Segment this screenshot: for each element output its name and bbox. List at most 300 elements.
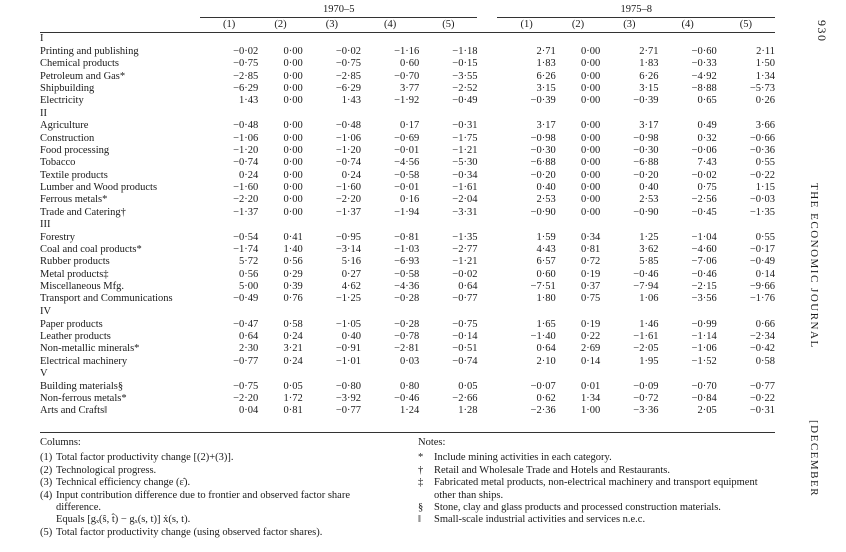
note-mark: (4) xyxy=(40,489,53,501)
section-label: V xyxy=(40,368,48,380)
value-cell: 0·00 xyxy=(580,95,601,107)
value-cell: 0·39 xyxy=(283,281,303,293)
value-cell: 0·81 xyxy=(283,405,303,417)
value-cell: −1·35 xyxy=(452,231,478,243)
value-cell: 0·55 xyxy=(755,231,775,243)
value-cell: −0·74 xyxy=(335,157,361,169)
value-cell: 0·56 xyxy=(238,268,259,280)
col-num: (5) xyxy=(739,18,752,30)
productivity-table xyxy=(40,4,775,418)
table-row xyxy=(40,46,775,58)
value-cell: 1·46 xyxy=(639,318,659,330)
value-cell: −0·34 xyxy=(452,169,478,181)
industry-name: Arts and Crafts‖ xyxy=(40,405,108,417)
value-cell: −7·51 xyxy=(530,281,556,293)
value-cell: 6·57 xyxy=(536,256,556,268)
value-cell: −0·90 xyxy=(633,206,659,218)
value-cell: 3·15 xyxy=(639,82,659,94)
value-cell: 0·40 xyxy=(639,181,659,193)
col-num: (5) xyxy=(442,18,455,30)
value-cell: −3·55 xyxy=(452,70,478,82)
table-row xyxy=(40,405,775,417)
column-number-row xyxy=(40,18,775,33)
value-cell: −0·77 xyxy=(749,380,775,392)
note-mark: (1) xyxy=(40,452,53,464)
col-num: (1) xyxy=(222,18,236,30)
section-label: I xyxy=(40,33,44,45)
value-cell: −0·17 xyxy=(749,244,775,256)
table-row xyxy=(40,145,775,157)
value-cell: 0·60 xyxy=(399,58,420,70)
period-gap xyxy=(477,331,497,343)
value-cell: −2·04 xyxy=(452,194,478,206)
table-row xyxy=(40,95,775,107)
value-cell: −0·06 xyxy=(691,145,717,157)
value-cell: 5·16 xyxy=(341,256,361,268)
period-gap xyxy=(477,293,497,305)
value-cell: −0·22 xyxy=(749,169,775,181)
table-row xyxy=(40,269,775,281)
value-cell: −0·49 xyxy=(233,293,259,305)
industry-name: Electrical machinery xyxy=(40,355,128,367)
value-cell: 0·19 xyxy=(580,318,601,330)
value-cell: 2·30 xyxy=(238,343,259,355)
value-cell: −0·78 xyxy=(394,330,420,342)
value-cell: −1·61 xyxy=(452,181,478,193)
footnote-item xyxy=(418,465,778,477)
value-cell: −0·30 xyxy=(530,145,556,157)
value-cell: −1·01 xyxy=(335,355,361,367)
value-cell: −2·52 xyxy=(452,82,478,94)
value-cell: −1·06 xyxy=(691,343,717,355)
value-cell: −2·15 xyxy=(691,281,717,293)
value-cell: −2·20 xyxy=(233,194,259,206)
value-cell: 0·00 xyxy=(283,194,303,206)
industry-name: Forestry xyxy=(40,231,75,243)
value-cell: −0·98 xyxy=(530,132,556,144)
value-cell: −1·37 xyxy=(233,206,259,218)
value-cell: 0·55 xyxy=(755,157,775,169)
value-cell: 5·72 xyxy=(238,256,259,268)
value-cell: −0·07 xyxy=(530,380,556,392)
value-cell: −0·77 xyxy=(452,293,478,305)
value-cell: 1·40 xyxy=(283,244,303,256)
col-num: (3) xyxy=(325,18,338,30)
value-cell: −0·99 xyxy=(691,318,717,330)
value-cell: −0·81 xyxy=(394,231,420,243)
value-cell: 0·75 xyxy=(697,181,717,193)
period-gap xyxy=(477,133,497,145)
value-cell: 0·00 xyxy=(580,58,601,70)
value-cell: −1·52 xyxy=(691,355,717,367)
value-cell: 0·72 xyxy=(580,256,601,268)
value-cell: 1·83 xyxy=(536,58,556,70)
columns-heading: Columns: xyxy=(40,437,81,448)
note-text: Total factor productivity change [(2)+(3)]. xyxy=(56,452,234,464)
value-cell: 2·05 xyxy=(697,405,717,417)
value-cell: 6·26 xyxy=(536,70,556,82)
value-cell: 0·00 xyxy=(580,169,601,181)
period-gap xyxy=(477,83,497,95)
value-cell: 0·66 xyxy=(755,318,775,330)
industry-name: Printing and publishing xyxy=(40,46,139,57)
value-cell: −1·06 xyxy=(233,132,259,144)
note-text: Input contribution difference due to frontier and observed factor share xyxy=(56,489,350,501)
footnote-item xyxy=(418,514,778,526)
note-text: Technical efficiency change (ε̇). xyxy=(56,477,191,489)
value-cell: 1·24 xyxy=(399,405,420,417)
period-gap xyxy=(477,145,497,157)
value-cell: 0·24 xyxy=(341,169,361,181)
footnote-item xyxy=(418,477,778,502)
value-cell: −0·58 xyxy=(394,169,420,181)
value-cell: 0·27 xyxy=(341,268,361,280)
industry-name: Agriculture xyxy=(40,120,89,132)
value-cell: 0·64 xyxy=(238,330,259,342)
value-cell: −3·56 xyxy=(691,293,717,305)
value-cell: 0·00 xyxy=(580,70,601,82)
value-cell: 1·43 xyxy=(238,95,259,107)
value-cell: −1·14 xyxy=(691,330,717,342)
section-label: II xyxy=(40,107,47,119)
note-mark: (2) xyxy=(40,464,53,476)
value-cell: 0·00 xyxy=(283,95,303,107)
value-cell: −0·74 xyxy=(452,355,478,367)
value-cell: −0·45 xyxy=(691,206,717,218)
value-cell: −0·70 xyxy=(394,70,420,82)
value-cell: 2·11 xyxy=(756,46,775,57)
period-gap xyxy=(477,343,497,355)
industry-name: Rubber products xyxy=(40,256,110,268)
value-cell: 3·17 xyxy=(639,120,659,132)
period-gap xyxy=(477,46,497,58)
value-cell: −6·88 xyxy=(530,157,556,169)
value-cell: −4·60 xyxy=(691,244,717,256)
note-mark: (3) xyxy=(40,477,53,489)
value-cell: −0·75 xyxy=(233,58,259,70)
value-cell: −9·66 xyxy=(749,281,775,293)
value-cell: −0·60 xyxy=(691,46,717,57)
column-note-item xyxy=(40,477,410,489)
page-number: 930 xyxy=(815,20,829,43)
value-cell: −0·01 xyxy=(394,145,420,157)
value-cell: −7·94 xyxy=(633,281,659,293)
value-cell: 1·80 xyxy=(536,293,556,305)
footnotes xyxy=(418,437,778,527)
value-cell: 4·43 xyxy=(536,244,556,256)
column-note-item xyxy=(40,490,410,502)
value-cell: −2·36 xyxy=(530,405,556,417)
section-row xyxy=(40,107,775,120)
value-cell: −1·21 xyxy=(452,145,478,157)
value-cell: 0·00 xyxy=(580,194,601,206)
value-cell: 4·62 xyxy=(341,281,361,293)
note-text: Technological progress. xyxy=(56,464,157,476)
value-cell: −0·14 xyxy=(452,330,478,342)
value-cell: −2·05 xyxy=(633,343,659,355)
value-cell: 1·15 xyxy=(755,181,775,193)
period-gap xyxy=(477,405,497,417)
value-cell: −0·70 xyxy=(691,380,717,392)
industry-name: Non-ferrous metals* xyxy=(40,393,127,405)
running-month: [DECEMBER xyxy=(808,420,820,498)
industry-name: Shipbuilding xyxy=(40,82,95,94)
value-cell: −1·92 xyxy=(394,95,420,107)
table-row xyxy=(40,170,775,182)
period-gap xyxy=(477,194,497,206)
value-cell: −1·60 xyxy=(335,181,361,193)
period-gap xyxy=(477,319,497,331)
industry-name: Miscellaneous Mfg. xyxy=(40,281,124,293)
value-cell: 3·66 xyxy=(755,120,775,132)
col-num: (3) xyxy=(623,18,636,30)
value-cell: −2·66 xyxy=(452,393,478,405)
value-cell: −7·06 xyxy=(691,256,717,268)
value-cell: −3·36 xyxy=(633,405,659,417)
value-cell: 0·76 xyxy=(283,293,303,305)
value-cell: −0·15 xyxy=(452,58,478,70)
value-cell: 0·03 xyxy=(399,355,420,367)
note-mark: (5) xyxy=(40,526,53,538)
value-cell: 0·29 xyxy=(283,268,303,280)
value-cell: −0·02 xyxy=(691,169,717,181)
period-gap xyxy=(477,381,497,393)
value-cell: 0·64 xyxy=(536,343,556,355)
value-cell: 0·00 xyxy=(283,145,303,157)
value-cell: −0·02 xyxy=(233,46,259,57)
value-cell: −0·54 xyxy=(233,231,259,243)
value-cell: 1·59 xyxy=(536,231,556,243)
value-cell: −0·36 xyxy=(749,145,775,157)
period-gap xyxy=(477,393,497,405)
value-cell: −0·20 xyxy=(633,169,659,181)
value-cell: 0·75 xyxy=(580,293,601,305)
value-cell: 3·17 xyxy=(536,120,556,132)
value-cell: 0·60 xyxy=(536,268,556,280)
period-gap xyxy=(477,157,497,169)
value-cell: −0·58 xyxy=(394,268,420,280)
value-cell: −2·85 xyxy=(233,70,259,82)
industry-name: Lumber and Wood products xyxy=(40,181,158,193)
value-cell: −0·48 xyxy=(233,120,259,132)
value-cell: −0·02 xyxy=(335,46,361,57)
period-gap xyxy=(477,269,497,281)
column-note-continuation: difference. xyxy=(56,502,101,514)
value-cell: 0·58 xyxy=(755,355,775,367)
value-cell: −6·93 xyxy=(394,256,420,268)
value-cell: 0·00 xyxy=(283,169,303,181)
footnote-mark: † xyxy=(418,464,424,476)
industry-name: Tobacco xyxy=(40,157,76,169)
value-cell: −3·31 xyxy=(452,206,478,218)
footnote-mark: § xyxy=(418,502,424,514)
footnote-text: Retail and Wholesale Trade and Hotels and Restaurants. xyxy=(434,464,671,476)
value-cell: 1·00 xyxy=(580,405,601,417)
value-cell: 0·22 xyxy=(580,330,601,342)
value-cell: −1·21 xyxy=(452,256,478,268)
section-row xyxy=(40,306,775,319)
value-cell: −2·20 xyxy=(233,393,259,405)
value-cell: −0·98 xyxy=(633,132,659,144)
value-cell: 0·00 xyxy=(580,145,601,157)
value-cell: −1·04 xyxy=(691,231,717,243)
period-gap xyxy=(477,170,497,182)
period-gap xyxy=(477,256,497,268)
value-cell: −1·20 xyxy=(233,145,259,157)
value-cell: −0·46 xyxy=(633,268,659,280)
value-cell: −2·20 xyxy=(335,194,361,206)
industry-name: Electricity xyxy=(40,95,84,107)
value-cell: 3·77 xyxy=(399,82,420,94)
table-row xyxy=(40,343,775,355)
value-cell: 0·37 xyxy=(580,281,601,293)
value-cell: −0·90 xyxy=(530,206,556,218)
footnote-mark: ‡ xyxy=(418,477,424,489)
period-gap xyxy=(477,95,497,107)
value-cell: −5·73 xyxy=(749,82,775,94)
value-cell: −3·92 xyxy=(335,393,361,405)
industry-name: Chemical products xyxy=(40,58,120,70)
table-row xyxy=(40,71,775,83)
value-cell: −2·85 xyxy=(335,70,361,82)
value-cell: −6·29 xyxy=(233,82,259,94)
value-cell: −0·28 xyxy=(394,293,420,305)
value-cell: −1·37 xyxy=(335,206,361,218)
value-cell: 0·00 xyxy=(283,82,303,94)
table-row xyxy=(40,58,775,70)
period-1970-5: 1970–5 xyxy=(200,4,477,18)
value-cell: 0·24 xyxy=(283,330,303,342)
value-cell: 2·71 xyxy=(536,46,556,57)
value-cell: −1·61 xyxy=(633,330,659,342)
value-cell: 3·21 xyxy=(283,343,303,355)
value-cell: 0·65 xyxy=(697,95,717,107)
value-cell: 0·80 xyxy=(399,380,420,392)
value-cell: −0·01 xyxy=(394,181,420,193)
industry-name: Food processing xyxy=(40,145,110,157)
value-cell: 1·06 xyxy=(639,293,659,305)
section-row xyxy=(40,33,775,46)
value-cell: 0·32 xyxy=(697,132,717,144)
value-cell: −0·47 xyxy=(233,318,259,330)
value-cell: 2·71 xyxy=(639,46,659,57)
table-row xyxy=(40,120,775,132)
value-cell: 0·05 xyxy=(283,380,303,392)
value-cell: 0·16 xyxy=(399,194,420,206)
industry-name: Metal products‡ xyxy=(40,268,109,280)
period-gap xyxy=(477,71,497,83)
footnote-mark: ‖ xyxy=(418,514,421,526)
value-cell: −0·77 xyxy=(335,405,361,417)
footnote-item xyxy=(418,452,778,464)
table-row xyxy=(40,232,775,244)
value-cell: −0·49 xyxy=(749,256,775,268)
industry-name: Ferrous metals* xyxy=(40,194,108,206)
value-cell: −1·40 xyxy=(530,330,556,342)
value-cell: −0·51 xyxy=(452,343,478,355)
industry-name: Leather products xyxy=(40,330,111,342)
value-cell: 1·25 xyxy=(639,231,659,243)
value-cell: 0·00 xyxy=(580,82,601,94)
col-num: (4) xyxy=(681,18,694,30)
value-cell: 0·56 xyxy=(283,256,303,268)
value-cell: 3·62 xyxy=(639,244,659,256)
value-cell: −4·92 xyxy=(691,70,717,82)
value-cell: −0·30 xyxy=(633,145,659,157)
col-num: (4) xyxy=(383,18,397,30)
column-note-item xyxy=(40,452,410,464)
table-bottom-rule xyxy=(40,432,775,433)
industry-name: Coal and coal products* xyxy=(40,244,142,256)
value-cell: −6·29 xyxy=(335,82,361,94)
period-gap xyxy=(477,232,497,244)
value-cell: 1·28 xyxy=(458,405,478,417)
value-cell: −0·46 xyxy=(394,393,420,405)
value-cell: −0·03 xyxy=(749,194,775,206)
value-cell: 0·58 xyxy=(283,318,303,330)
value-cell: −0·33 xyxy=(691,58,717,70)
value-cell: −2·81 xyxy=(394,343,420,355)
value-cell: 0·00 xyxy=(283,157,303,169)
value-cell: 7·43 xyxy=(697,157,717,169)
footnote-text: Stone, clay and glass products and processed construction materials. xyxy=(434,502,721,514)
section-label: III xyxy=(40,219,51,231)
table-row xyxy=(40,293,775,305)
period-gap xyxy=(477,356,497,368)
value-cell: −1·16 xyxy=(394,46,420,57)
value-cell: 0·00 xyxy=(283,58,303,70)
column-note-equation: Equals [gₓ(ŝ, t̂) − gₓ(s, t)] ẋ(s, t). xyxy=(56,514,191,526)
value-cell: 1·65 xyxy=(536,318,556,330)
table-row xyxy=(40,356,775,368)
value-cell: 0·24 xyxy=(238,169,259,181)
value-cell: 0·05 xyxy=(458,380,478,392)
value-cell: −2·34 xyxy=(749,330,775,342)
period-gap xyxy=(477,281,497,293)
value-cell: −0·80 xyxy=(335,380,361,392)
value-cell: −0·46 xyxy=(691,268,717,280)
notes-heading: Notes: xyxy=(418,437,446,448)
value-cell: 0·24 xyxy=(283,355,303,367)
value-cell: −1·03 xyxy=(394,244,420,256)
value-cell: −1·35 xyxy=(749,206,775,218)
industry-name: Textile products xyxy=(40,169,108,181)
value-cell: −0·48 xyxy=(335,120,361,132)
value-cell: −1·60 xyxy=(233,181,259,193)
industry-name: Non-metallic minerals* xyxy=(40,343,140,355)
value-cell: −0·09 xyxy=(633,380,659,392)
section-row xyxy=(40,219,775,232)
column-note-item xyxy=(40,465,410,477)
value-cell: −1·94 xyxy=(394,206,420,218)
value-cell: −0·84 xyxy=(691,393,717,405)
value-cell: 0·04 xyxy=(238,405,259,417)
industry-name: Trade and Catering† xyxy=(40,206,126,218)
value-cell: 0·64 xyxy=(458,281,478,293)
value-cell: −0·75 xyxy=(335,58,361,70)
value-cell: 0·34 xyxy=(580,231,601,243)
industry-name: Building materials§ xyxy=(40,380,124,392)
value-cell: −0·39 xyxy=(530,95,556,107)
period-gap xyxy=(477,207,497,219)
value-cell: 0·40 xyxy=(536,181,556,193)
industry-name: Paper products xyxy=(40,318,103,330)
value-cell: 5·00 xyxy=(238,281,259,293)
industry-name: Transport and Communications xyxy=(40,293,173,305)
period-1975-8: 1975–8 xyxy=(497,4,775,18)
period-gap xyxy=(477,182,497,194)
value-cell: 1·95 xyxy=(639,355,659,367)
